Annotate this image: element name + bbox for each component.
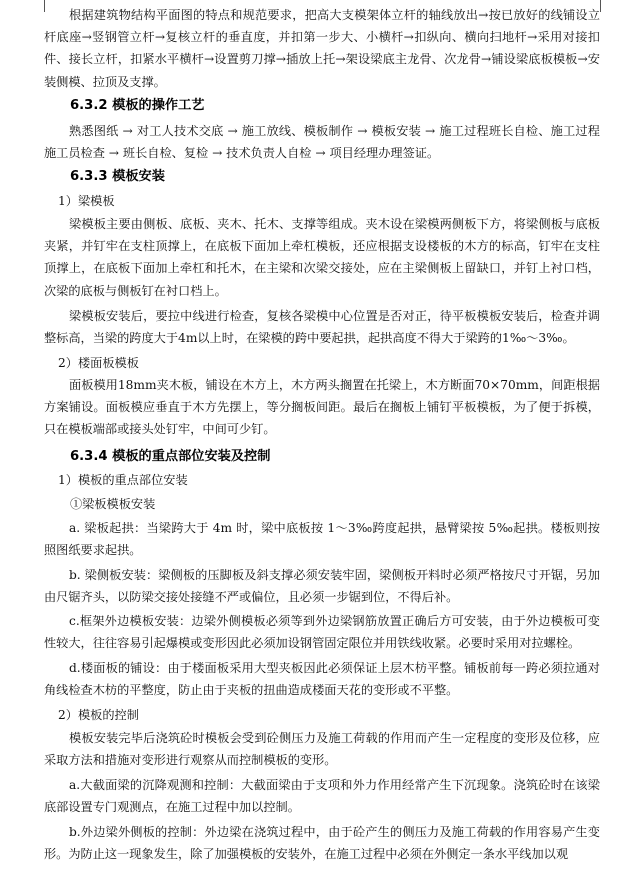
subheading-beam-slab: ①梁板模板安装: [70, 497, 156, 511]
paragraph-item-d: d.楼面板的铺设：由于楼面板采用大型夹板因此必须保证上层木枋平整。铺板前每一跨必须拉通对角线检查木枋的平整度，防止由于夹板的扭曲造成楼面天花的变形或不平整。: [44, 661, 600, 698]
right-margin-mark: [600, 0, 601, 12]
paragraph-control-a: a.大截面梁的沉降观测和控制：大截面梁由于支项和外力作用经常产生下沉现象。浇筑砼时在该梁底部设置专门观测点，在施工过程中加以控制。: [44, 778, 600, 815]
paragraph-item-c: c.框架外边模板安装：边梁外侧模板必须等到外边梁钢筋放置正确后方可安装，由于外边模板可变性较大，往往容易引起爆模或变形因此必须加设钢管固定限位并用铁线收紧。必要时采用对拉螺栓。: [44, 614, 600, 651]
paragraph-beam-components: 梁模板主要由侧板、底板、夹木、托木、支撑等组成。夹木设在梁模两侧板下方，将梁侧板与底板夹紧，并钉牢在支柱顶撑上，在底板下面加上牵杠模板，还应根据支设楼板的木方的标高，钉牢在支柱顶撑上，在底板下面加上牵杠和托木，在主梁和次梁交接处，应在主梁侧板上留缺口，并钉上衬口档，次梁的底板与侧板钉在衬口档上。: [44, 217, 600, 298]
subheading-key-parts: 1）模板的重点部位安装: [58, 473, 188, 487]
paragraph-control-intro: 模板安装完毕后浇筑砼时模板会受到砼侧压力及施工荷载的作用而产生一定程度的变形及位移，应采取方法和措施对变形进行观察从而控制模板的变形。: [44, 731, 600, 768]
paragraph-item-a: a. 梁板起拱：当梁跨大于 4m 时，梁中底板按 1～3‰跨度起拱，悬臂梁按 5‰起拱。楼板则按照图纸要求起拱。: [44, 521, 600, 558]
subheading-floor-formwork: 2）楼面板模板: [58, 356, 139, 370]
heading-6-3-2: 6.3.2 模板的操作工艺: [70, 98, 205, 113]
subheading-beam-formwork: 1）梁模板: [58, 194, 115, 208]
subheading-control: 2）模板的控制: [58, 708, 139, 722]
paragraph-operation-process: 熟悉图纸 → 对工人技术交底 → 施工放线、模板制作 → 模板安装 → 施工过程班长自检、施工过程施工员检查 → 班长自检、复检 → 技术负责人自检 → 项目经理办理签证。: [44, 124, 600, 161]
paragraph-erection-sequence: 根据建筑物结构平面图的特点和规范要求，把高大支模架体立杆的轴线放出→按已放好的线铺设立杆底座→竖钢管立杆→复核立杆的垂直度，并扣第一步大、小横杆→扣纵向、横向扫地杆→采用对接扣件、接长立杆，扣紧水平横杆→设置剪刀撑→插放上托→架设梁底主龙骨、次龙骨→铺设梁底板模板→安装侧模、拉顶及支撑。: [44, 8, 600, 89]
paragraph-control-b: b.外边梁外侧板的控制：外边梁在浇筑过程中，由于砼产生的侧压力及施工荷载的作用容易产生变形。为防止这一现象发生，除了加强模板的安装外，在施工过程中必须在外侧定一条水平线加以观: [44, 825, 600, 862]
heading-6-3-4: 6.3.4 模板的重点部位安装及控制: [70, 449, 271, 464]
paragraph-floor-formwork: 面板模用18mm夹木板，铺设在木方上，木方两头搁置在托梁上，木方断面70×70mm，间距根据方案铺设。面板模应垂直于木方先摆上，等分搁板间距。最后在搁板上铺钉平板模板，为了便于拆模，只在模板端部或接头处钉牢，中间可少钉。: [44, 378, 600, 437]
heading-6-3-3: 6.3.3 模板安装: [70, 169, 165, 184]
paragraph-beam-check: 梁模板安装后，要拉中线进行检查，复核各梁模中心位置是否对正，待平板模板安装后，检查并调整标高，当梁的跨度大于4m以上时，在梁模的跨中要起拱，起拱高度不得大于梁跨的1‰～3‰。: [44, 309, 600, 346]
paragraph-item-b: b. 梁侧板安装：梁侧板的压脚板及斜支撑必须安装牢固，梁侧板开料时必须严格按尺寸开锯，另加由尺锯齐头，以防梁交接处接缝不严或偏位，且必须一步锯到位，不得后补。: [44, 568, 600, 605]
